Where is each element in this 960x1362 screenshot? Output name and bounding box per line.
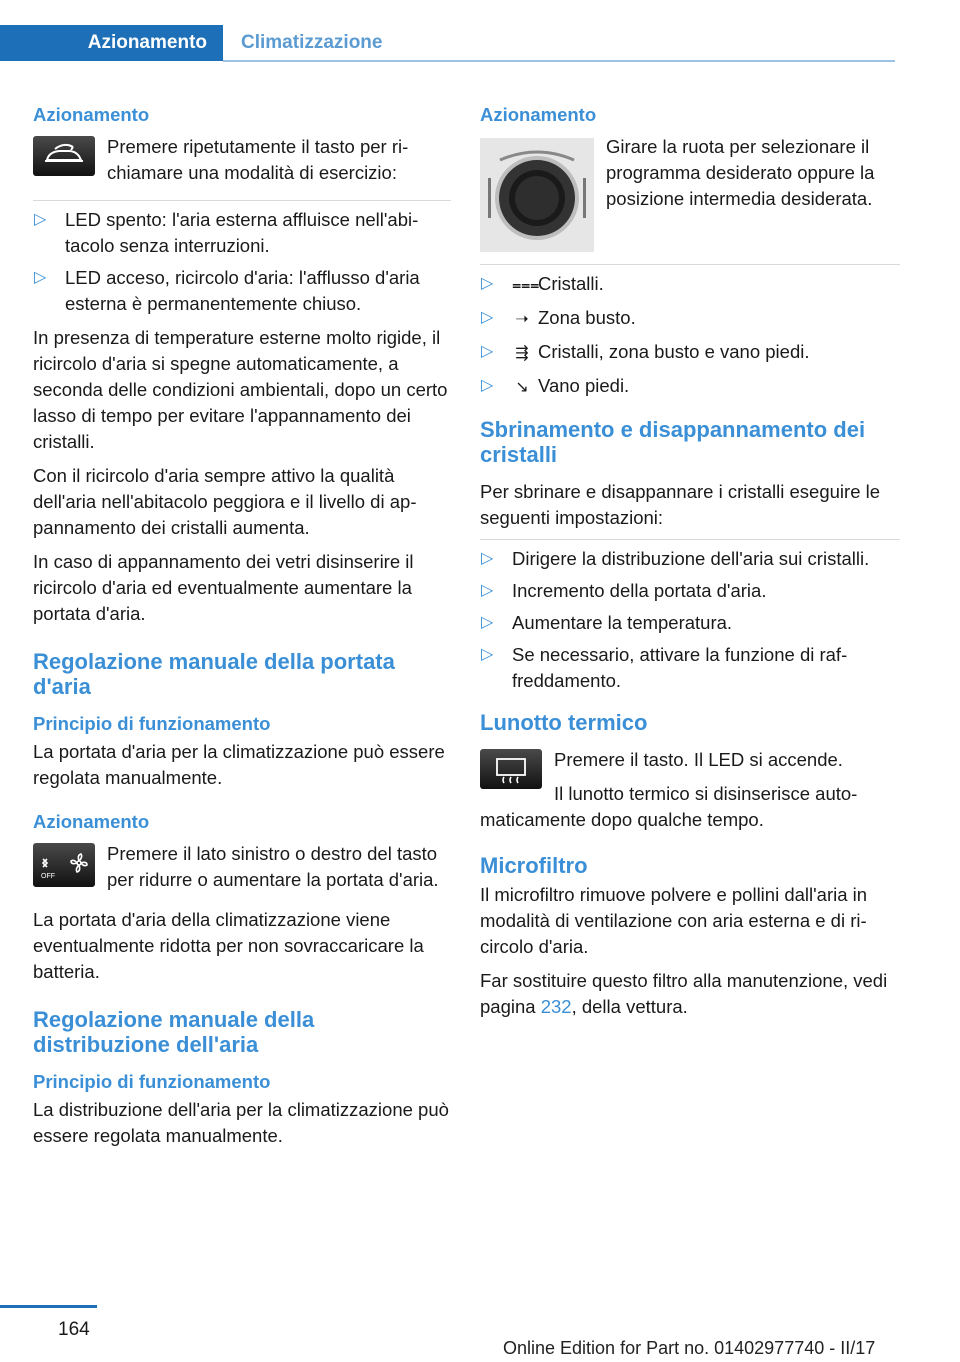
all-zones-airflow-icon: ⇶ — [515, 345, 529, 362]
divider — [33, 200, 451, 201]
paragraph: In caso di appannamento dei vetri disinserire il ricircolo d'aria ed eventualmente aumentare la portata d'aria. — [33, 551, 414, 624]
upper-body-airflow-icon: ➝ — [515, 311, 529, 328]
micro-text: , della vettura. — [571, 996, 688, 1017]
triangle-bullet-icon: ▷ — [481, 275, 494, 292]
list-item-text: Aumentare la temperatura. — [512, 612, 733, 633]
list-item-text: Dirigere la distribuzione dell'aria sui cristalli. — [512, 548, 870, 569]
left-column — [33, 102, 451, 1157]
triangle-bullet-icon: ▷ — [481, 614, 494, 631]
triangle-bullet-icon: ▷ — [34, 269, 47, 286]
portata-button-text: Premere il lato sinistro o destro del tasto per ridurre o aumentare la portata d'aria. — [107, 843, 439, 890]
header-rule — [223, 60, 895, 62]
heading-azionamento: Azionamento — [33, 104, 150, 125]
heading-microfiltro: Microfiltro — [480, 853, 588, 878]
heading-lunotto: Lunotto termico — [480, 710, 648, 735]
lunotto-text-2: Il lunotto termico si disinserisce automaticamente dopo qualche tempo. — [480, 783, 858, 830]
lunotto-block — [480, 747, 900, 841]
list-item — [480, 546, 900, 572]
triangle-bullet-icon: ▷ — [481, 309, 494, 326]
list-item — [480, 610, 900, 636]
rear-defrost-button-icon — [480, 749, 542, 789]
heading-portata: Regolazione manuale della portata d'aria — [33, 649, 395, 699]
list-item — [480, 578, 900, 604]
heading-azionamento: Azionamento — [33, 811, 150, 832]
windshield-icon: ⩶ — [512, 277, 540, 294]
triangle-bullet-icon: ▷ — [481, 550, 494, 567]
heading-distribuzione: Regolazione manuale della distribuzione dell'aria — [33, 1007, 315, 1057]
header-bar — [0, 0, 960, 62]
divider — [480, 539, 900, 540]
fan-button-icon — [33, 843, 95, 887]
recirc-block — [33, 134, 451, 194]
micro-text: Far sostituire questo filtro alla manutenzione, vedi pagina — [480, 970, 888, 1017]
list-item — [480, 373, 900, 401]
paragraph: Per sbrinare e disappannare i cristalli eseguire le seguenti impostazioni: — [480, 481, 881, 528]
knob-block — [480, 134, 900, 258]
section-tab-azionamento[interactable]: Azionamento — [0, 25, 223, 61]
paragraph: La portata d'aria della climatizzazione viene eventualmente ridotta per non sovraccaricare la batteria. — [33, 909, 424, 982]
divider — [480, 264, 900, 265]
list-item-text: Se necessario, attivare la funzione di raffreddamento. — [512, 644, 848, 691]
air-distribution-knob-image — [480, 138, 594, 252]
list-item — [33, 207, 451, 259]
recirculation-button-icon — [33, 136, 95, 176]
page-number: 164 — [58, 1319, 90, 1340]
heading-sbrinamento: Sbrinamento e disappannamento dei cristalli — [480, 417, 866, 467]
page-link[interactable]: 232 — [540, 996, 572, 1017]
heading-azionamento: Azionamento — [480, 104, 597, 125]
list-item-text: Cristalli. — [538, 273, 604, 294]
section-tab-climatizzazione[interactable]: Climatizzazione — [241, 32, 383, 53]
triangle-bullet-icon: ▷ — [481, 582, 494, 599]
triangle-bullet-icon: ▷ — [481, 343, 494, 360]
footwell-airflow-icon: ↘ — [515, 379, 529, 396]
triangle-bullet-icon: ▷ — [481, 646, 494, 663]
list-item-text: Vano piedi. — [538, 375, 630, 396]
subheading-principio: Principio di funzionamento — [33, 713, 271, 734]
list-item-text: Zona busto. — [538, 307, 636, 328]
paragraph — [480, 968, 900, 1020]
paragraph: La distribuzione dell'aria per la climatizzazione può essere regolata manualmente. — [33, 1099, 449, 1146]
sbrinamento-list — [480, 546, 900, 694]
triangle-bullet-icon: ▷ — [34, 211, 47, 228]
recirc-text: Premere ripetutamente il tasto per richiamare una modalità di esercizio: — [107, 136, 409, 183]
mode-list — [480, 271, 900, 401]
list-item-text: LED acceso, ricircolo d'aria: l'afflusso d'aria esterna è permanentemente chiuso. — [65, 267, 420, 314]
recirc-bullet-list — [33, 207, 451, 317]
list-item-text: LED spento: l'aria esterna affluisce nell'abitacolo senza interruzioni. — [65, 209, 419, 256]
svg-text:OFF: OFF — [41, 873, 55, 880]
knob-text: Girare la ruota per selezionare il programma desiderato oppure la posizione intermedia desiderata. — [606, 136, 875, 209]
subheading-principio: Principio di funzionamento — [33, 1071, 271, 1092]
list-item — [480, 339, 900, 367]
page-number-bar — [0, 1305, 97, 1308]
list-item — [33, 265, 451, 317]
list-item — [480, 642, 900, 694]
paragraph: Il microfiltro rimuove polvere e pollini dall'aria in modalità di ventilazione con aria esterna e di ricircolo d'aria. — [480, 884, 868, 957]
paragraph: La portata d'aria per la climatizzazione può essere regolata manualmente. — [33, 741, 445, 788]
triangle-bullet-icon: ▷ — [481, 377, 494, 394]
list-item-text: Cristalli, zona busto e vano piedi. — [538, 341, 810, 362]
right-column — [480, 102, 900, 1028]
list-item-text: Incremento della portata d'aria. — [512, 580, 767, 601]
footer-edition: Online Edition for Part no. 01402977740 - II/17 — [503, 1338, 876, 1358]
lunotto-text-1: Premere il tasto. Il LED si accende. — [554, 749, 843, 770]
list-item — [480, 271, 900, 299]
portata-block — [33, 841, 451, 901]
list-item — [480, 305, 900, 333]
paragraph: In presenza di temperature esterne molto rigide, il ricircolo d'aria si spegne automaticamente, a seconda delle condizioni ambientali, dopo un certo lasso di tempo per evitare l'appannamento dei cristalli. — [33, 327, 448, 452]
paragraph: Con il ricircolo d'aria sempre attivo la qualità dell'aria nell'abitacolo peggiora e il livello di appannamento dei cristalli aumenta. — [33, 465, 417, 538]
